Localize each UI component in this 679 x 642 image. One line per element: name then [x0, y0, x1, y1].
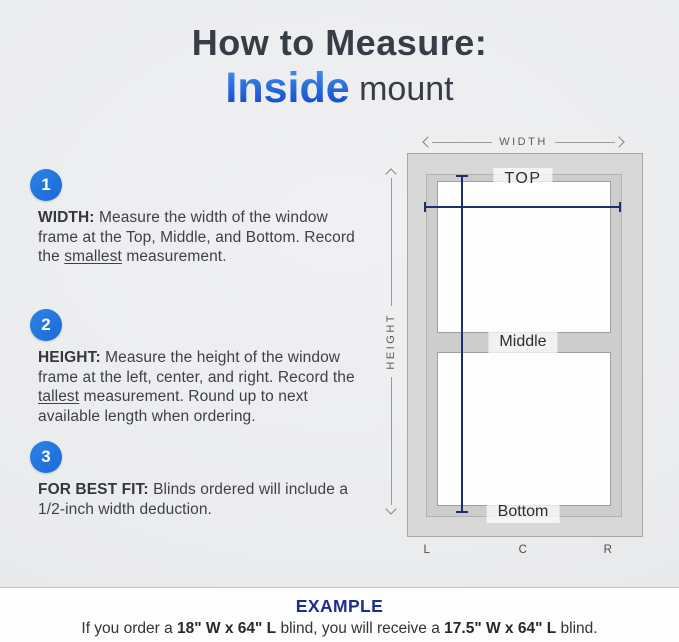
title-line2 — [0, 64, 679, 113]
step-1 — [30, 169, 360, 267]
example-heading: EXAMPLE — [295, 596, 384, 616]
example-middle: blind, you will receive a — [276, 620, 445, 637]
step-2-number-badge — [30, 309, 62, 341]
example-prefix: If you order a — [81, 620, 178, 637]
title-accent: Inside — [225, 64, 350, 113]
step-2-number: 2 — [41, 315, 51, 334]
width-measure-line — [424, 206, 621, 208]
example-suffix: blind. — [556, 620, 598, 637]
height-measure-line — [461, 175, 463, 513]
label-bottom: Bottom — [487, 501, 560, 523]
width-arrow-label: WIDTH — [499, 136, 548, 148]
height-arrow-label: HEIGHT — [385, 313, 397, 370]
width-arrow — [424, 136, 623, 148]
step-2-underlined-word: tallest — [38, 388, 80, 405]
arrow-line — [432, 142, 492, 143]
step-1-number: 1 — [41, 175, 51, 194]
title-suffix: mount — [349, 70, 454, 109]
step-2-body-end: measurement. Round up to next available length when ordering. — [38, 388, 308, 425]
example-section — [0, 587, 679, 642]
label-top: TOP — [493, 168, 552, 190]
arrow-line — [555, 142, 615, 143]
title-line1: How to Measure: — [191, 22, 488, 63]
step-1-underlined-word: smallest — [64, 248, 122, 265]
window-pane-bottom — [437, 352, 611, 506]
step-3 — [30, 441, 360, 519]
step-2-body: Measure the height of the window frame at the left, center, and right. Record the — [38, 349, 355, 386]
arrowhead-down-icon — [385, 503, 396, 514]
example-sentence — [0, 619, 679, 638]
page-title — [0, 22, 679, 114]
step-3-number: 3 — [41, 447, 51, 466]
marker-left: L — [423, 544, 431, 556]
step-3-number-badge — [30, 441, 62, 473]
arrowhead-left-icon — [422, 136, 433, 147]
step-2-text — [38, 348, 360, 426]
marker-center: C — [518, 544, 528, 556]
step-2 — [30, 309, 360, 426]
example-order-size: 18" W x 64" L — [177, 620, 277, 637]
example-receive-size: 17.5" W x 64" L — [444, 620, 557, 637]
arrowhead-right-icon — [613, 136, 624, 147]
step-3-text — [38, 480, 360, 519]
arrow-line — [391, 377, 392, 505]
step-1-body: Measure the width of the window frame at the Top, Middle, and Bottom. Record the — [38, 209, 355, 265]
arrow-line — [391, 178, 392, 306]
label-middle: Middle — [488, 331, 557, 353]
step-1-body-end: measurement. — [121, 248, 227, 265]
step-3-label: FOR BEST FIT: — [38, 481, 149, 498]
arrowhead-up-icon — [385, 168, 396, 179]
step-3-body: Blinds ordered will include a 1/2-inch width deduction. — [38, 481, 349, 518]
step-1-number-badge — [30, 169, 62, 201]
height-arrow — [384, 170, 398, 513]
marker-right: R — [603, 544, 613, 556]
step-1-label: WIDTH: — [38, 209, 95, 226]
window-pane-top — [437, 181, 611, 333]
step-2-label: HEIGHT: — [38, 349, 101, 366]
step-1-text — [38, 208, 360, 267]
